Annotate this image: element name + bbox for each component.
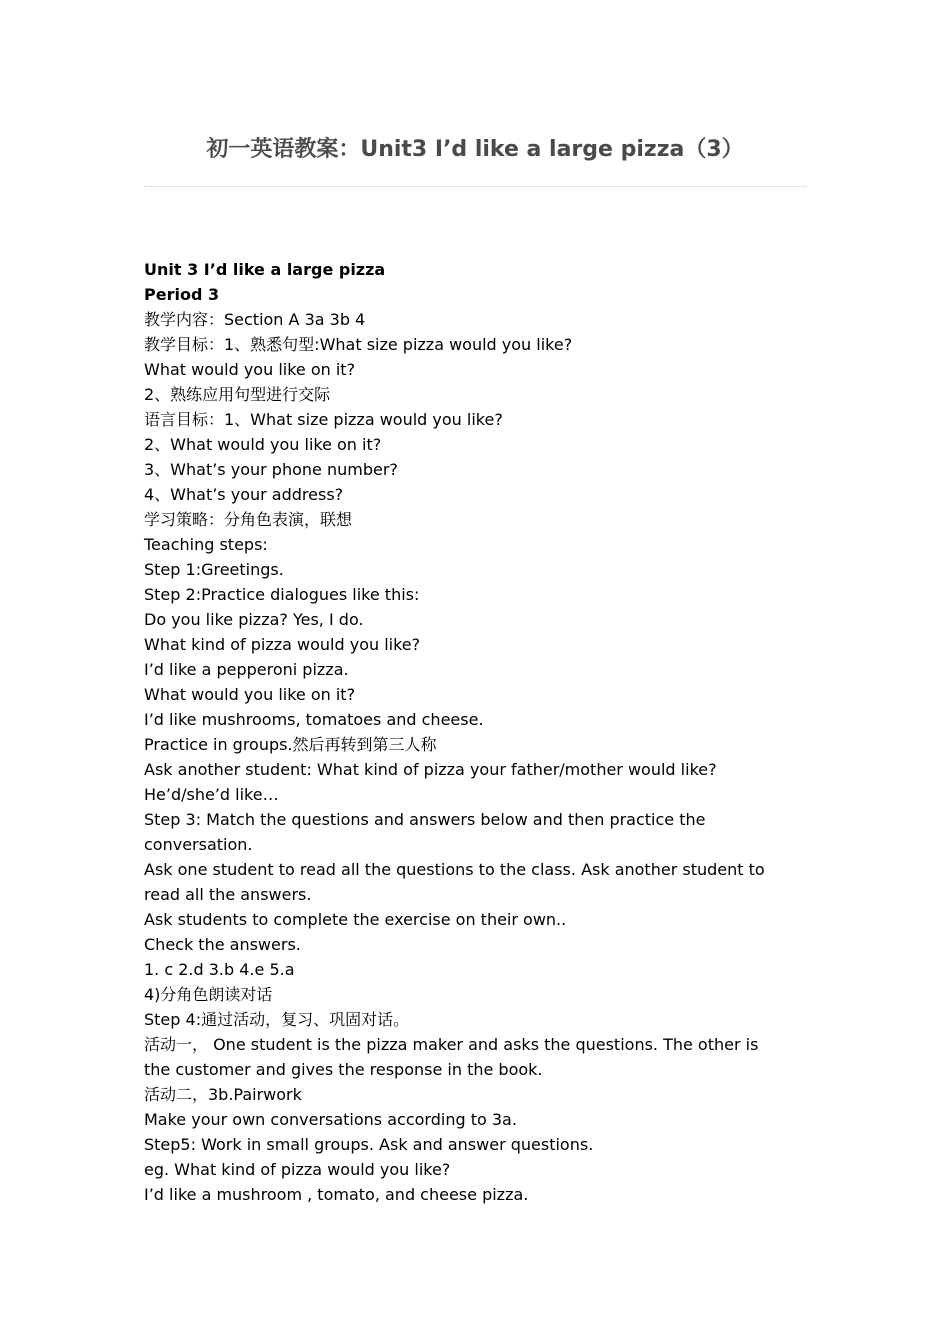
text-line: Unit 3 I’d like a large pizza: [144, 260, 386, 279]
text-line: Step 1:Greetings.: [144, 560, 284, 579]
text-line: Check the answers.: [144, 935, 301, 954]
text-line: Step5: Work in small groups. Ask and answer questions.: [144, 1135, 594, 1154]
text-line: 2、熟练应用句型进行交际: [144, 385, 331, 404]
text-line: 教学目标：1、熟悉句型:What size pizza would you like?: [144, 335, 573, 354]
text-line: I’d like a mushroom , tomato, and cheese pizza.: [144, 1185, 529, 1204]
text-line: What kind of pizza would you like?: [144, 635, 421, 654]
text-line: 活动二，3b.Pairwork: [144, 1085, 302, 1104]
text-line: 语言目标：1、What size pizza would you like?: [144, 410, 503, 429]
text-line: Step 4:通过活动，复习、巩固对话。: [144, 1010, 410, 1029]
text-line: What would you like on it?: [144, 685, 356, 704]
title-divider: [144, 186, 806, 187]
text-line: 3、What’s your phone number?: [144, 460, 398, 479]
text-line: eg. What kind of pizza would you like?: [144, 1160, 451, 1179]
text-line: Ask students to complete the exercise on their own..: [144, 910, 567, 929]
text-line: I’d like a pepperoni pizza.: [144, 660, 349, 679]
text-line: 4、What’s your address?: [144, 485, 344, 504]
text-line: Ask one student to read all the questions to the class. Ask another student to: [144, 860, 765, 879]
text-line: Make your own conversations according to 3a.: [144, 1110, 517, 1129]
text-line: 4)分角色朗读对话: [144, 985, 273, 1004]
text-line: What would you like on it?: [144, 360, 356, 379]
text-line: 活动一， One student is the pizza maker and asks the questions. The other is: [144, 1035, 759, 1054]
text-line: the customer and gives the response in the book.: [144, 1060, 543, 1079]
text-line: read all the answers.: [144, 885, 312, 904]
text-line: Step 2:Practice dialogues like this:: [144, 585, 420, 604]
text-line: 2、What would you like on it?: [144, 435, 382, 454]
text-line: Period 3: [144, 285, 220, 304]
text-line: 教学内容：Section A 3a 3b 4: [144, 310, 366, 329]
text-line: He’d/she’d like…: [144, 785, 279, 804]
text-line: I’d like mushrooms, tomatoes and cheese.: [144, 710, 484, 729]
text-line: 学习策略：分角色表演，联想: [144, 510, 353, 529]
text-line: Practice in groups.然后再转到第三人称: [144, 735, 437, 754]
text-line: Teaching steps:: [144, 535, 268, 554]
document-title: 初一英语教案：Unit3 I’d like a large pizza（3）: [206, 137, 744, 162]
text-line: Ask another student: What kind of pizza your father/mother would like?: [144, 760, 717, 779]
text-line: 1. c 2.d 3.b 4.e 5.a: [144, 960, 295, 979]
text-line: conversation.: [144, 835, 253, 854]
text-line: Step 3: Match the questions and answers below and then practice the: [144, 810, 706, 829]
text-line: Do you like pizza? Yes, I do.: [144, 610, 364, 629]
document-body: [144, 257, 806, 1207]
